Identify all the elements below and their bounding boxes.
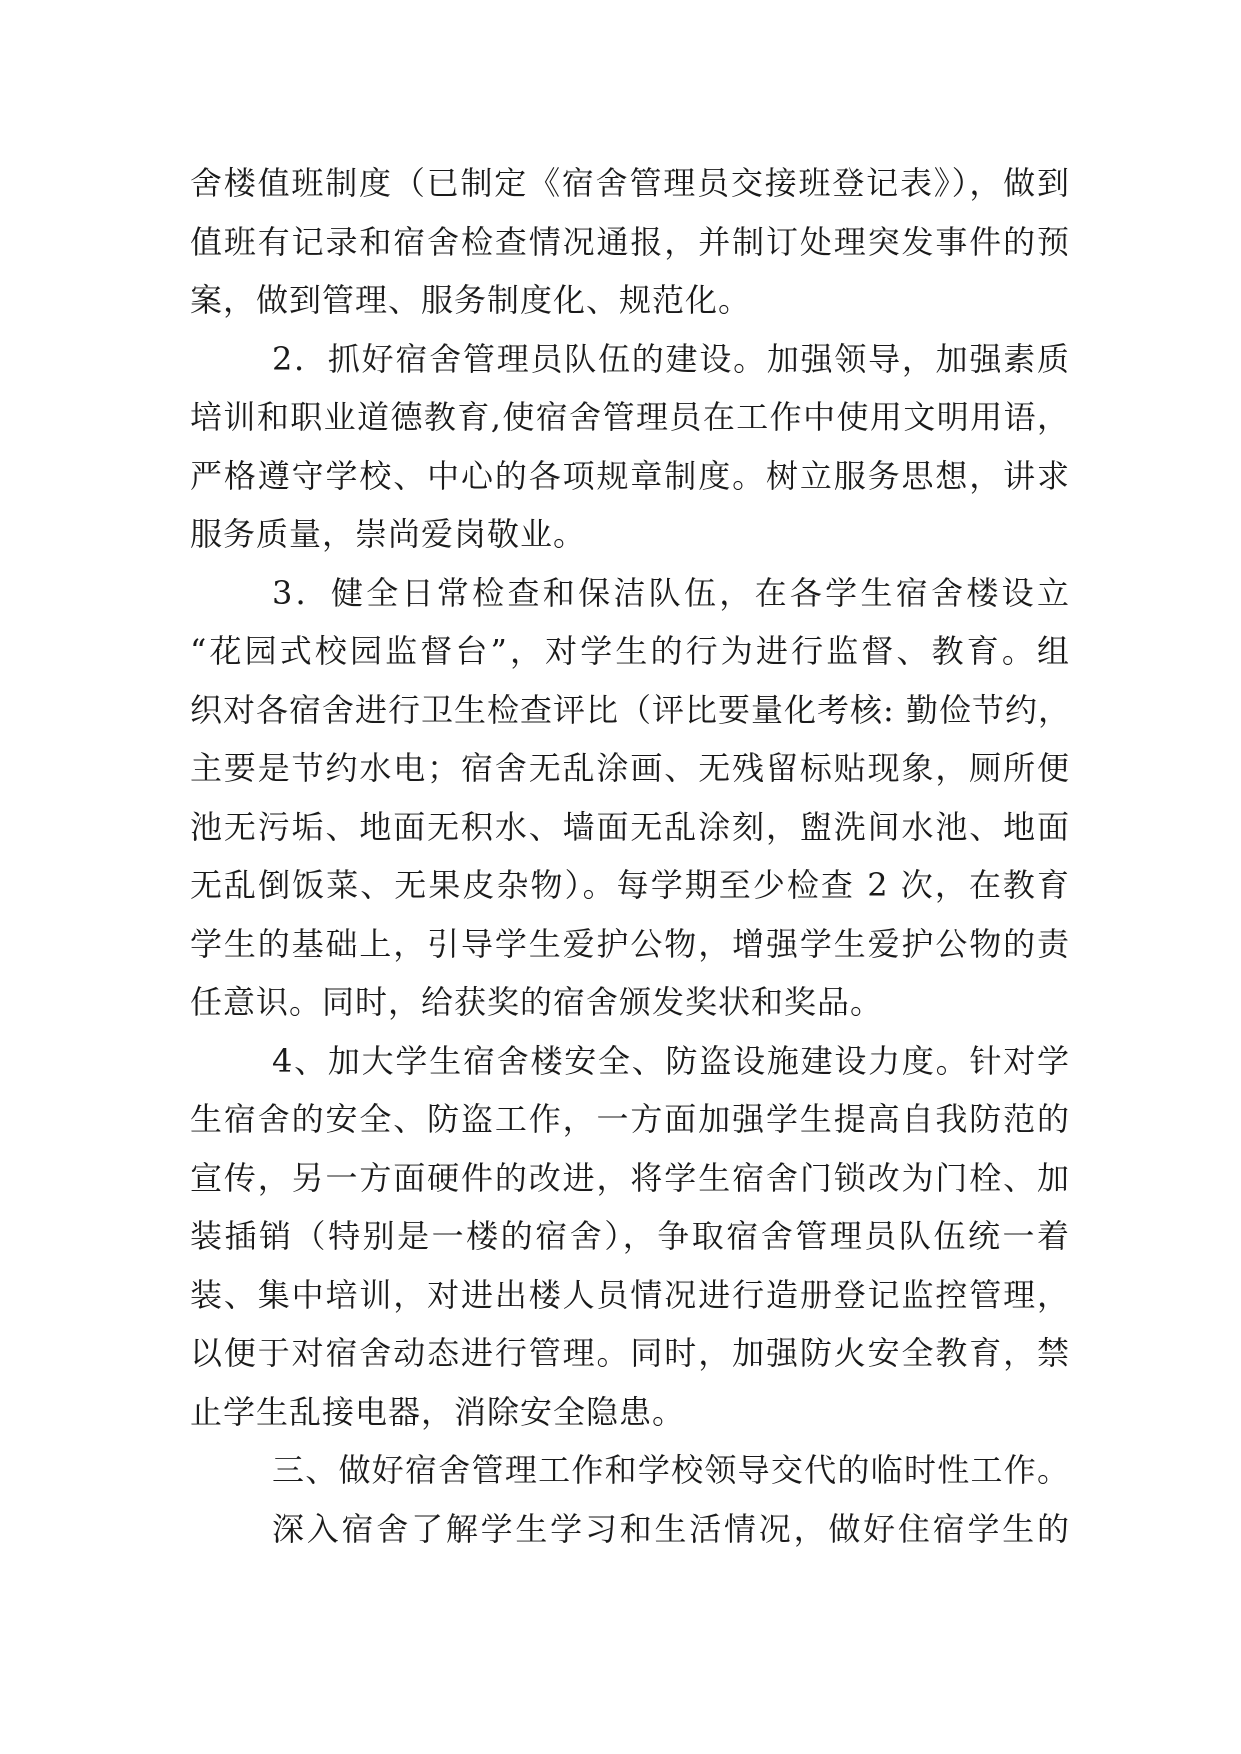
text-line: “花园式校园监督台”，对学生的行为进行监督、教育。组 [190,632,1070,670]
text-line: 舍楼值班制度（已制定《宿舍管理员交接班登记表》），做到 [190,164,1070,202]
text-line: 止学生乱接电器，消除安全隐患。 [190,1392,686,1431]
text-line: 宣传，另一方面硬件的改进，将学生宿舍门锁改为门栓、加 [190,1158,1070,1197]
text-line: 主要是节约水电；宿舍无乱涂画、无残留标贴现象，厕所便 [190,749,1070,787]
text-line: 2．抓好宿舍管理员队伍的建设。加强领导，加强素质 [272,339,1070,378]
text-line: 以便于对宿舍动态进行管理。同时，加强防火安全教育，禁 [190,1334,1070,1372]
document-body [190,154,1070,1558]
text-line: 深入宿舍了解学生学习和生活情况，做好住宿学生的 [272,1509,1070,1548]
text-line: 案，做到管理、服务制度化、规范化。 [190,281,752,319]
text-line: 3．健全日常检查和保洁队伍，在各学生宿舍楼设立 [272,573,1070,612]
text-line: 培训和职业道德教育,使宿舍管理员在工作中使用文明用语， [190,398,1070,436]
text-line: 生宿舍的安全、防盗工作，一方面加强学生提高自我防范的 [190,1100,1070,1138]
text-line: 三、做好宿舍管理工作和学校领导交代的临时性工作。 [272,1451,1070,1489]
text-line: 学生的基础上，引导学生爱护公物，增强学生爱护公物的责 [190,924,1070,963]
text-line: 装插销（特别是一楼的宿舍），争取宿舍管理员队伍统一着 [190,1217,1070,1255]
text-line: 值班有记录和宿舍检查情况通报，并制订处理突发事件的预 [190,222,1070,261]
text-line: 服务质量，崇尚爱岗敬业。 [190,515,587,553]
text-line: 严格遵守学校、中心的各项规章制度。树立服务思想，讲求 [190,456,1070,495]
text-line: 池无污垢、地面无积水、墙面无乱涂刻，盥洗间水池、地面 [190,807,1070,846]
text-line: 装、集中培训，对进出楼人员情况进行造册登记监控管理， [190,1275,1070,1314]
text-line: 4、加大学生宿舍楼安全、防盗设施建设力度。针对学 [272,1041,1070,1080]
text-line: 无乱倒饭菜、无果皮杂物）。每学期至少检查 2 次，在教育 [190,866,1070,904]
text-line: 织对各宿舍进行卫生检查评比（评比要量化考核: 勤俭节约， [190,690,1071,729]
text-line: 任意识。同时，给获奖的宿舍颁发奖状和奖品。 [190,983,884,1021]
